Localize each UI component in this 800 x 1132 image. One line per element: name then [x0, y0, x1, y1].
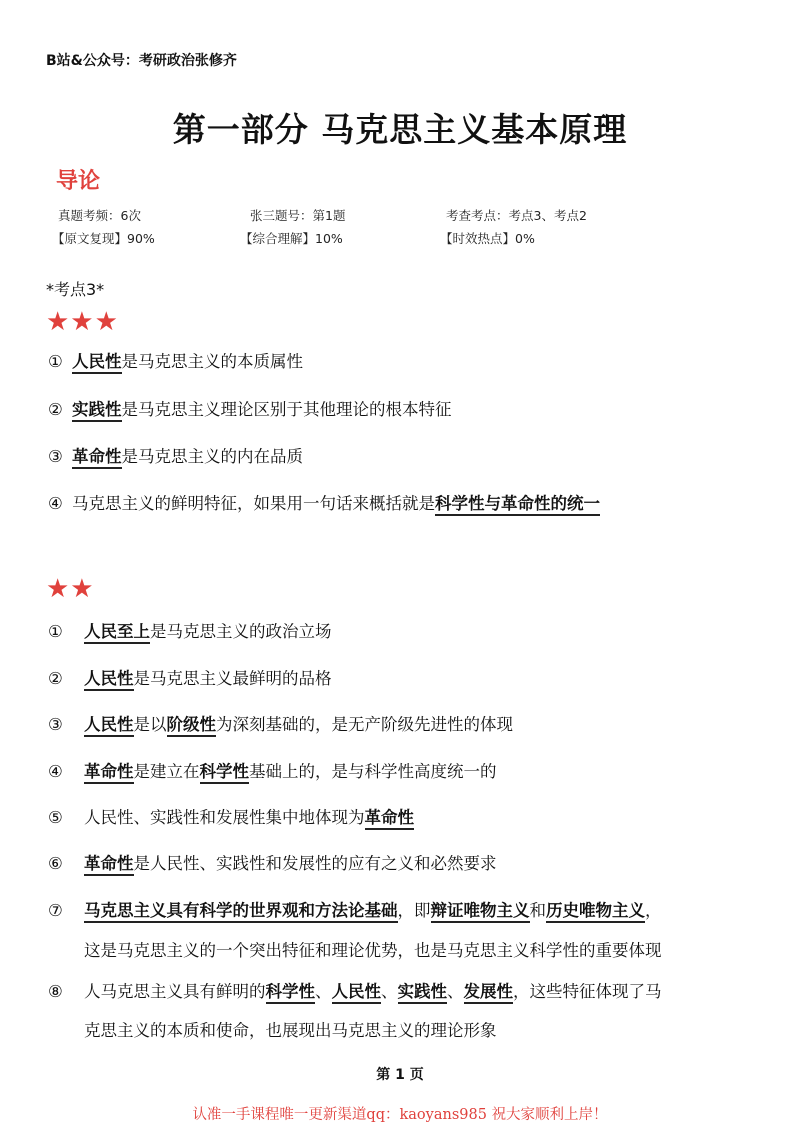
item-text: ， [645, 901, 662, 920]
footer-notice: 认准一手课程唯一更新渠道qq：kaoyans985 祝大家顺利上岸！ [192, 1107, 608, 1123]
list-item [48, 717, 513, 734]
item-number: ④ [48, 494, 63, 513]
keyword: 人民性 [72, 352, 122, 374]
item-continuation: 这是马克思主义的一个突出特征和理论优势，也是马克思主义科学性的重要体现 [84, 941, 662, 960]
test-point-label: *考点3* [46, 280, 105, 299]
item-text: 、 [381, 982, 398, 1001]
list-item [48, 984, 662, 1001]
source-label: B站&公众号：考研政治张修齐 [46, 53, 237, 69]
page-number: 第 1 页 [376, 1067, 424, 1083]
keyword: 革命性 [84, 762, 134, 784]
keyword: 人民性 [84, 715, 134, 737]
section-heading: 导论 [56, 169, 101, 194]
item-number: ② [48, 669, 63, 688]
keyword: 马克思主义具有科学的世界观和方法论基础 [84, 901, 398, 923]
meta-test-points: 考查考点：考点3、考点2 [446, 208, 587, 223]
keyword: 革命性 [365, 808, 415, 830]
keyword: 实践性 [72, 400, 122, 422]
item-text: 人马克思主义具有鲜明的 [84, 982, 266, 1001]
keyword: 实践性 [398, 982, 448, 1004]
item-number: ⑥ [48, 854, 63, 873]
item-text: 马克思主义的鲜明特征，如果用一句话来概括就是 [72, 494, 435, 513]
item-text: 是建立在 [133, 762, 200, 781]
keyword: 人民性 [84, 669, 134, 691]
keyword: 科学性 [266, 982, 316, 1004]
item-text: ，这些特征体现了马 [513, 982, 662, 1001]
item-number: ③ [48, 447, 63, 466]
item-text: ，即 [397, 901, 431, 920]
item-text: 是马克思主义最鲜明的品格 [133, 669, 332, 688]
item-text: 基础上的，是与科学性高度统一的 [249, 762, 497, 781]
item-text: 是马克思主义的政治立场 [150, 622, 332, 641]
item-number: ② [48, 400, 63, 419]
list-item [48, 624, 332, 641]
item-number: ③ [48, 715, 63, 734]
item-text: 为深刻基础的，是无产阶级先进性的体现 [216, 715, 513, 734]
keyword: 革命性 [72, 447, 122, 469]
keyword: 阶级性 [167, 715, 217, 737]
list-item [48, 903, 662, 920]
keyword: 人民性 [332, 982, 382, 1004]
two-star-rating: ★★ [46, 574, 95, 604]
list-item [48, 856, 497, 873]
item-text: 和 [529, 901, 546, 920]
list-item [48, 496, 600, 513]
item-number: ⑦ [48, 901, 63, 920]
keyword: 发展性 [464, 982, 514, 1004]
item-number: ⑤ [48, 808, 63, 827]
meta-frequency: 真题考频：6次 [58, 208, 141, 223]
list-item [48, 402, 452, 419]
item-text: 是马克思主义理论区别于其他理论的根本特征 [121, 400, 452, 419]
list-item [48, 354, 303, 371]
item-text: 、 [447, 982, 464, 1001]
keyword: 辩证唯物主义 [431, 901, 530, 923]
item-continuation: 克思主义的本质和使命，也展现出马克思主义的理论形象 [84, 1021, 497, 1040]
item-text: 、 [315, 982, 332, 1001]
meta-hotspot: 【时效热点】0% [440, 231, 535, 246]
list-item [48, 764, 497, 781]
three-star-rating: ★★★ [46, 307, 119, 337]
item-text: 是马克思主义的内在品质 [121, 447, 303, 466]
item-text: 是人民性、实践性和发展性的应有之义和必然要求 [133, 854, 497, 873]
item-number: ① [48, 352, 63, 371]
item-number: ④ [48, 762, 63, 781]
keyword: 革命性 [84, 854, 134, 876]
item-number: ① [48, 622, 63, 641]
list-item [48, 810, 414, 827]
item-number: ⑧ [48, 982, 63, 1001]
keyword: 科学性与革命性的统一 [435, 494, 600, 516]
item-text: 是以 [133, 715, 167, 734]
meta-question-number: 张三题号：第1题 [250, 208, 346, 223]
keyword: 科学性 [200, 762, 250, 784]
keyword: 历史唯物主义 [546, 901, 645, 923]
item-text: 人民性、实践性和发展性集中地体现为 [84, 808, 365, 827]
meta-recall: 【原文复现】90% [52, 231, 155, 246]
list-item [48, 671, 332, 688]
page-title: 第一部分 马克思主义基本原理 [172, 110, 628, 149]
keyword: 人民至上 [84, 622, 150, 644]
item-text: 是马克思主义的本质属性 [121, 352, 303, 371]
meta-comprehension: 【综合理解】10% [240, 231, 343, 246]
list-item [48, 449, 303, 466]
